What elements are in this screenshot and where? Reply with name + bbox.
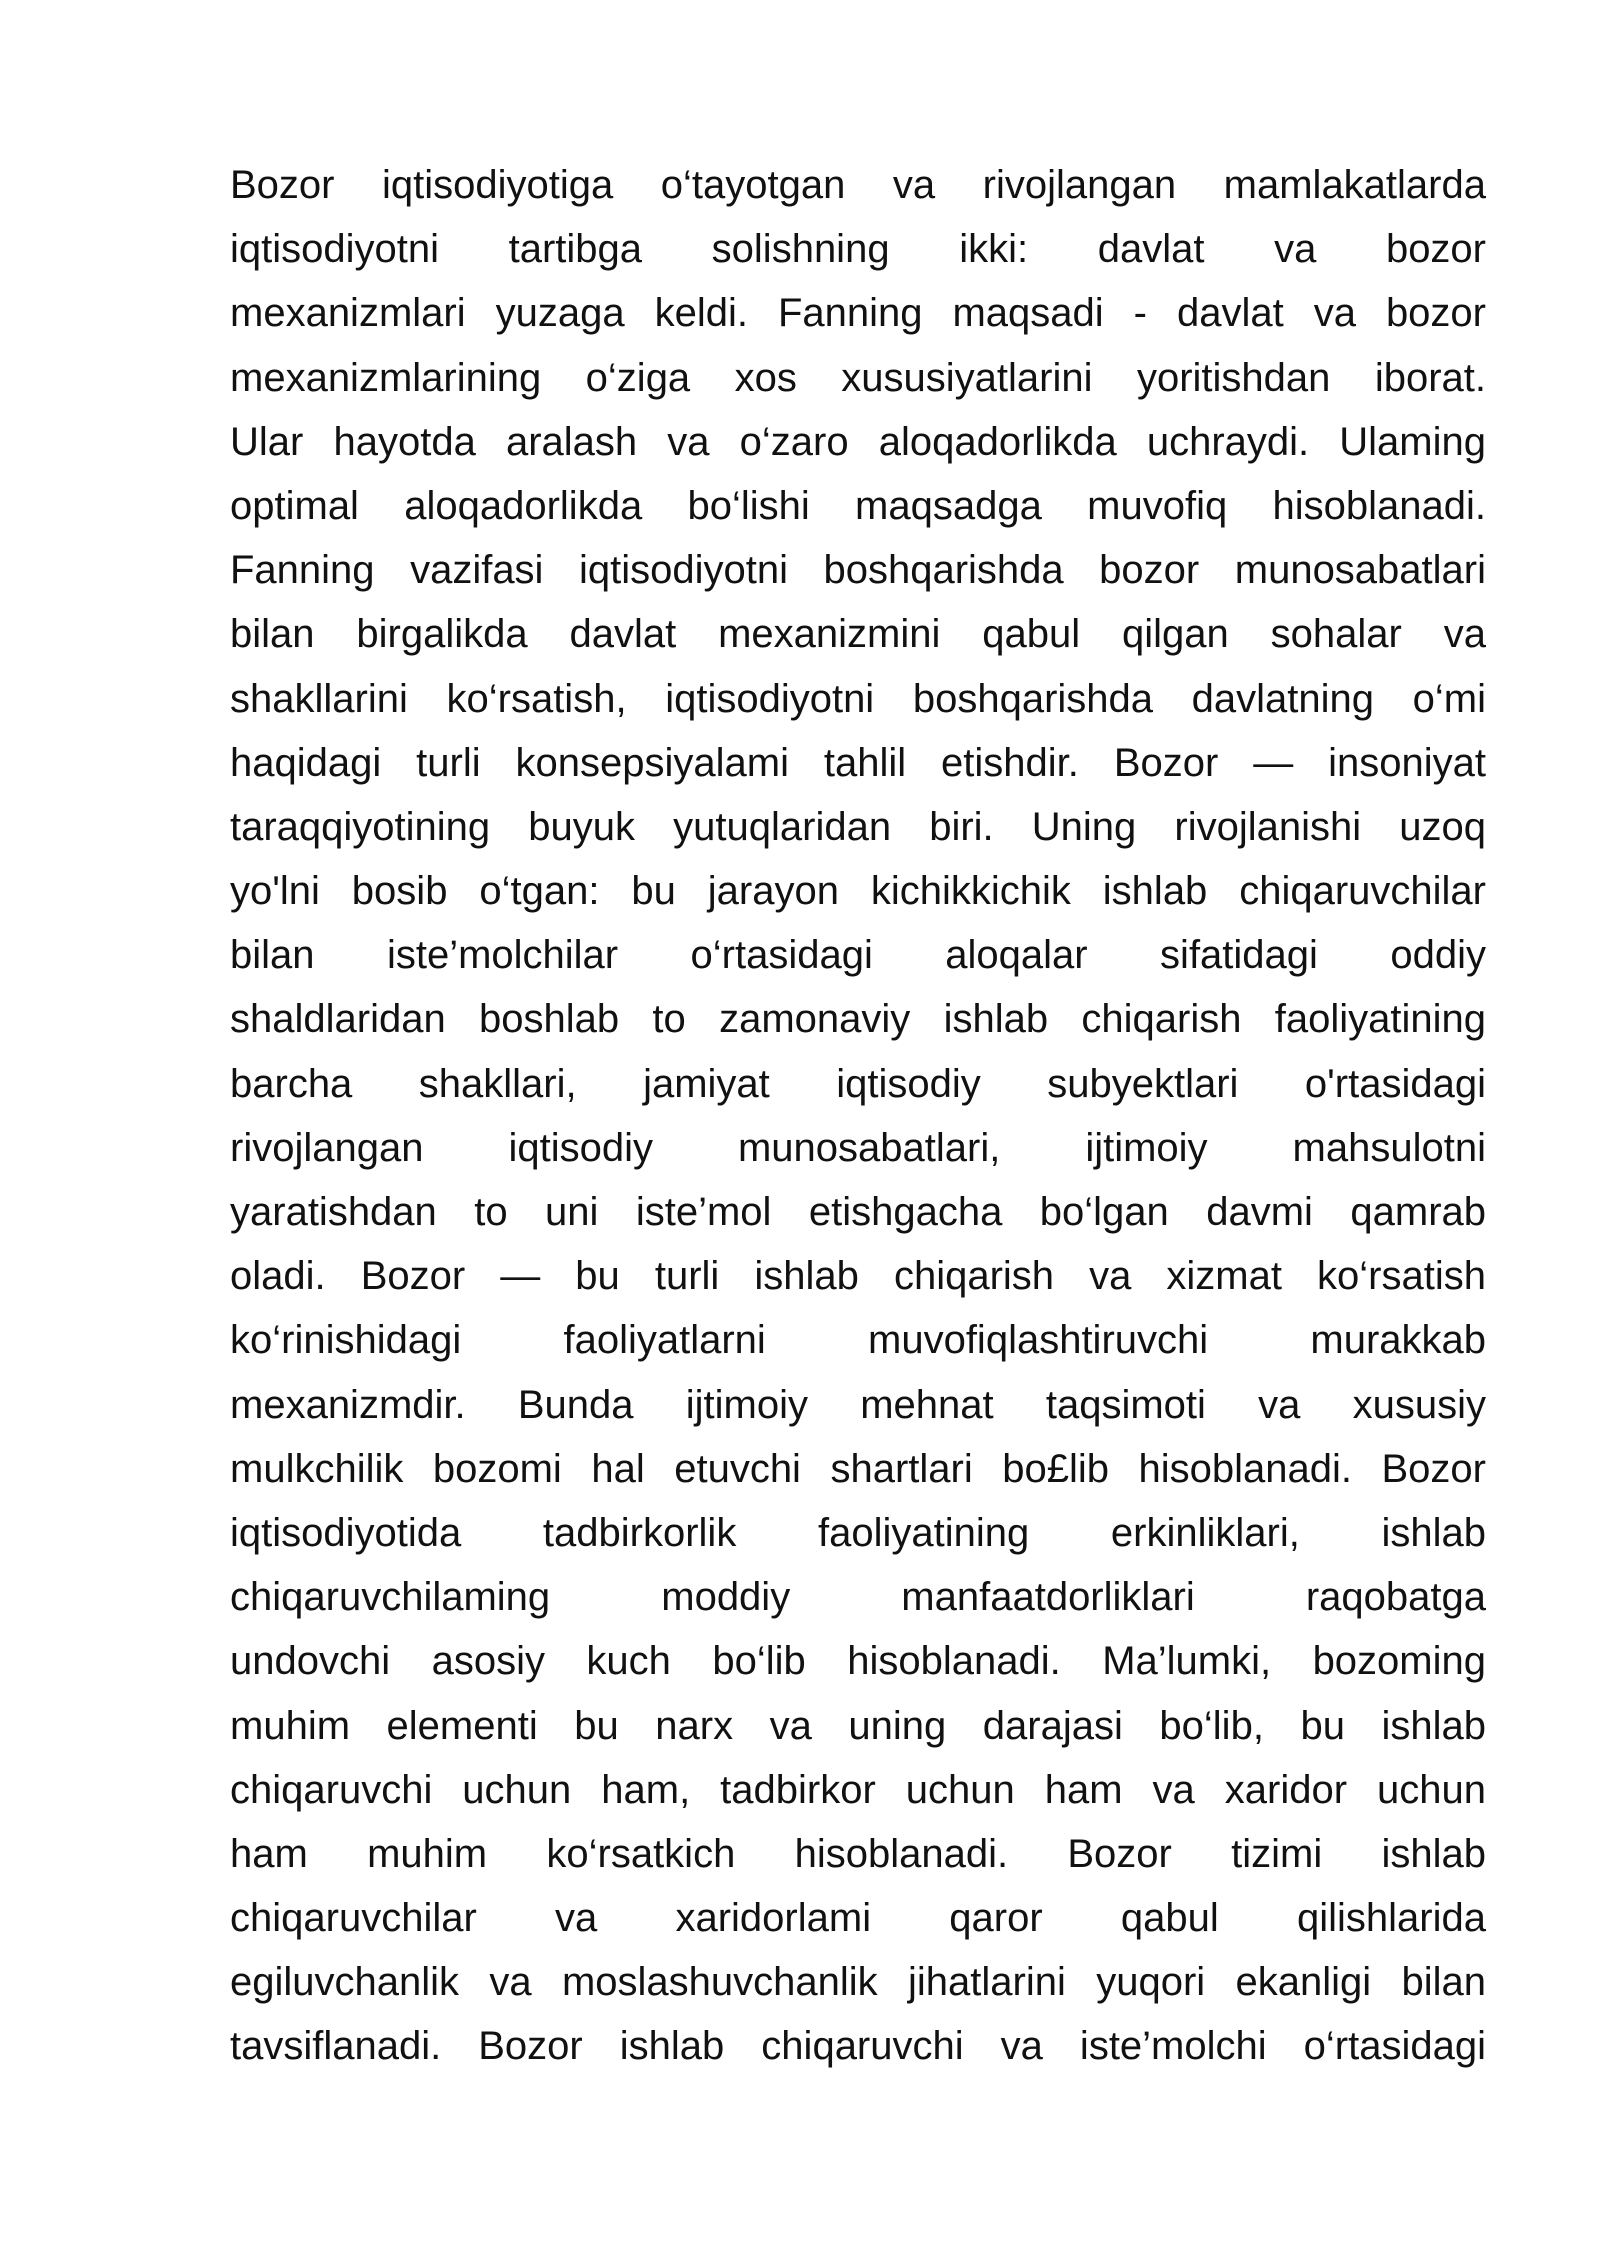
text-line: mulkchilik bozomi hal etuvchi shartlari bo£lib hisoblanadi. Bozor <box>230 1446 1486 1491</box>
text-line: tavsiflanadi. Bozor ishlab chiqaruvchi va iste’molchi o‘rtasidagi <box>230 2024 1486 2069</box>
text-line: yaratishdan to uni iste’mol etishgacha bo‘lgan davmi qamrab <box>230 1190 1486 1234</box>
body-paragraph <box>230 153 1486 2079</box>
text-line: mexanizmlari yuzaga keldi. Fanning maqsadi - davlat va bozor <box>230 291 1486 336</box>
text-line: ko‘rinishidagi faoliyatlarni muvofiqlashtiruvchi murakkab <box>230 1318 1486 1363</box>
text-line: oladi. Bozor — bu turli ishlab chiqarish va xizmat ko‘rsatish <box>230 1254 1486 1299</box>
text-line: taraqqiyotining buyuk yutuqlaridan biri. Uning rivojlanishi uzoq <box>230 804 1486 849</box>
text-line: barcha shakllari, jamiyat iqtisodiy subyektlari o'rtasidagi <box>230 1061 1486 1106</box>
text-line: chiqaruvchilaming moddiy manfaatdorliklari raqobatga <box>230 1575 1486 1620</box>
text-line: mexanizmlarining o‘ziga xos xususiyatlarini yoritishdan iborat. <box>230 355 1486 400</box>
text-line: muhim elementi bu narx va uning darajasi bo‘lib, bu ishlab <box>230 1703 1486 1748</box>
text-line: chiqaruvchi uchun ham, tadbirkor uchun ham va xaridor uchun <box>230 1767 1486 1812</box>
text-line: Fanning vazifasi iqtisodiyotni boshqarishda bozor munosabatlari <box>230 548 1486 593</box>
text-line: bilan iste’molchilar o‘rtasidagi aloqalar sifatidagi oddiy <box>230 933 1486 978</box>
text-line: rivojlangan iqtisodiy munosabatlari, ijtimoiy mahsulotni <box>230 1125 1486 1170</box>
text-line: optimal aloqadorlikda bo‘lishi maqsadga muvofiq hisoblanadi. <box>230 483 1486 528</box>
text-line: Bozor iqtisodiyotiga o‘tayotgan va rivojlangan mamlakatlarda <box>230 163 1486 207</box>
text-line: Ular hayotda aralash va o‘zaro aloqadorlikda uchraydi. Ulaming <box>230 419 1486 464</box>
text-line: ham muhim ko‘rsatkich hisoblanadi. Bozor tizimi ishlab <box>230 1831 1486 1876</box>
text-line: shaldlaridan boshlab to zamonaviy ishlab chiqarish faoliyatining <box>230 997 1486 1042</box>
text-line: iqtisodiyotni tartibga solishning ikki: davlat va bozor <box>230 227 1486 272</box>
text-line: iqtisodiyotida tadbirkorlik faoliyatining erkinliklari, ishlab <box>230 1510 1486 1555</box>
text-line: bilan birgalikda davlat mexanizmini qabul qilgan sohalar va <box>230 612 1486 657</box>
text-line: haqidagi turli konsepsiyalami tahlil etishdir. Bozor — insoniyat <box>230 740 1486 785</box>
text-line: mexanizmdir. Bunda ijtimoiy mehnat taqsimoti va xususiy <box>230 1382 1486 1427</box>
text-line: egiluvchanlik va moslashuvchanlik jihatlarini yuqori ekanligi bilan <box>230 1960 1486 2005</box>
text-line: undovchi asosiy kuch bo‘lib hisoblanadi. Ma’lumki, bozoming <box>230 1639 1486 1684</box>
text-line: yo'lni bosib o‘tgan: bu jarayon kichikkichik ishlab chiqaruvchilar <box>230 869 1486 914</box>
text-line: chiqaruvchilar va xaridorlami qaror qabul qilishlarida <box>230 1896 1486 1941</box>
text-line: shakllarini ko‘rsatish, iqtisodiyotni boshqarishda davlatning o‘mi <box>230 676 1486 721</box>
